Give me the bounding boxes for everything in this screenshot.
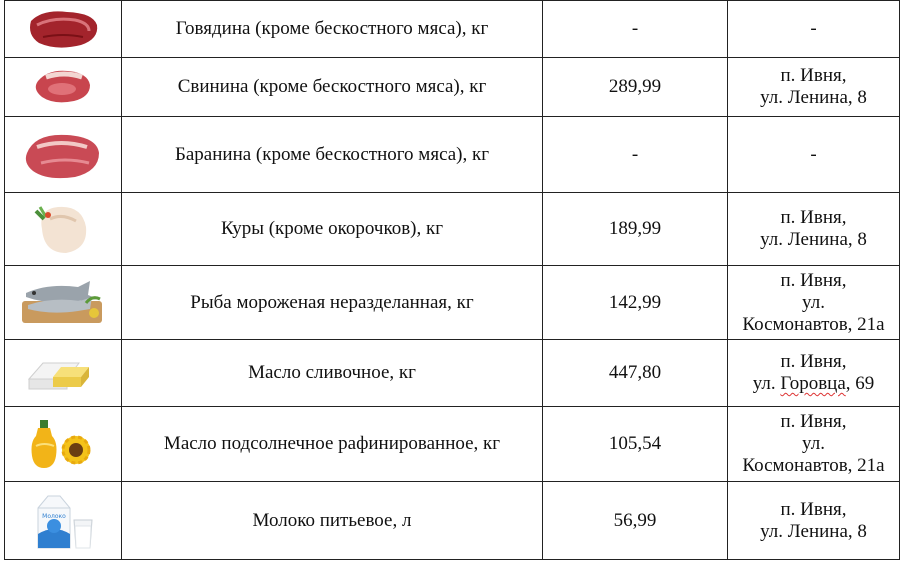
product-image-cell (5, 266, 122, 340)
price-value: 189,99 (543, 193, 728, 266)
butter-icon (23, 349, 103, 397)
pork-icon (28, 65, 98, 109)
product-image-cell (5, 193, 122, 266)
product-name: Молоко питьевое, л (122, 482, 543, 560)
store-address: п. Ивня, ул. Ленина, 8 (728, 58, 900, 117)
price-value: 142,99 (543, 266, 728, 340)
store-address: - (728, 117, 900, 193)
store-address: п. Ивня, ул. Ленина, 8 (728, 482, 900, 560)
price-value: 105,54 (543, 407, 728, 482)
product-image-cell (5, 407, 122, 482)
milk-carton-label: Молоко (42, 512, 66, 520)
milk-icon (28, 490, 98, 552)
product-image-cell (5, 340, 122, 407)
address-line: п. Ивня, (780, 351, 847, 372)
price-value: - (543, 1, 728, 58)
product-name: Свинина (кроме бескостного мяса), кг (122, 58, 543, 117)
beef-icon (23, 7, 103, 51)
table-row (5, 266, 900, 340)
fish-icon (18, 277, 108, 329)
table-row (5, 1, 900, 58)
table-row (5, 340, 900, 407)
address-line-suffix: , 69 (845, 373, 875, 394)
price-value: 447,80 (543, 340, 728, 407)
price-value: - (543, 117, 728, 193)
lamb-icon (21, 127, 105, 183)
price-table (4, 0, 900, 560)
product-name: Масло подсолнечное рафинированное, кг (122, 407, 543, 482)
store-address (728, 340, 900, 407)
product-name: Куры (кроме окорочков), кг (122, 193, 543, 266)
street-name-spellcheck: Горовца (780, 373, 846, 394)
sunflower-oil-icon (28, 416, 98, 472)
table-row (5, 117, 900, 193)
product-name: Рыба мороженая неразделанная, кг (122, 266, 543, 340)
address-line-prefix: ул. (752, 373, 781, 394)
store-address: п. Ивня, ул. Космонавтов, 21а (728, 266, 900, 340)
chicken-icon (28, 199, 98, 259)
product-image-cell (5, 58, 122, 117)
product-name: Баранина (кроме бескостного мяса), кг (122, 117, 543, 193)
product-image-cell (5, 117, 122, 193)
table-row (5, 58, 900, 117)
price-value: 56,99 (543, 482, 728, 560)
product-image-cell (5, 482, 122, 560)
product-image-cell (5, 1, 122, 58)
table-row (5, 482, 900, 560)
store-address: - (728, 1, 900, 58)
table-row (5, 407, 900, 482)
table-row (5, 193, 900, 266)
store-address: п. Ивня, ул. Космонавтов, 21а (728, 407, 900, 482)
product-name: Масло сливочное, кг (122, 340, 543, 407)
product-name: Говядина (кроме бескостного мяса), кг (122, 1, 543, 58)
store-address: п. Ивня, ул. Ленина, 8 (728, 193, 900, 266)
price-value: 289,99 (543, 58, 728, 117)
